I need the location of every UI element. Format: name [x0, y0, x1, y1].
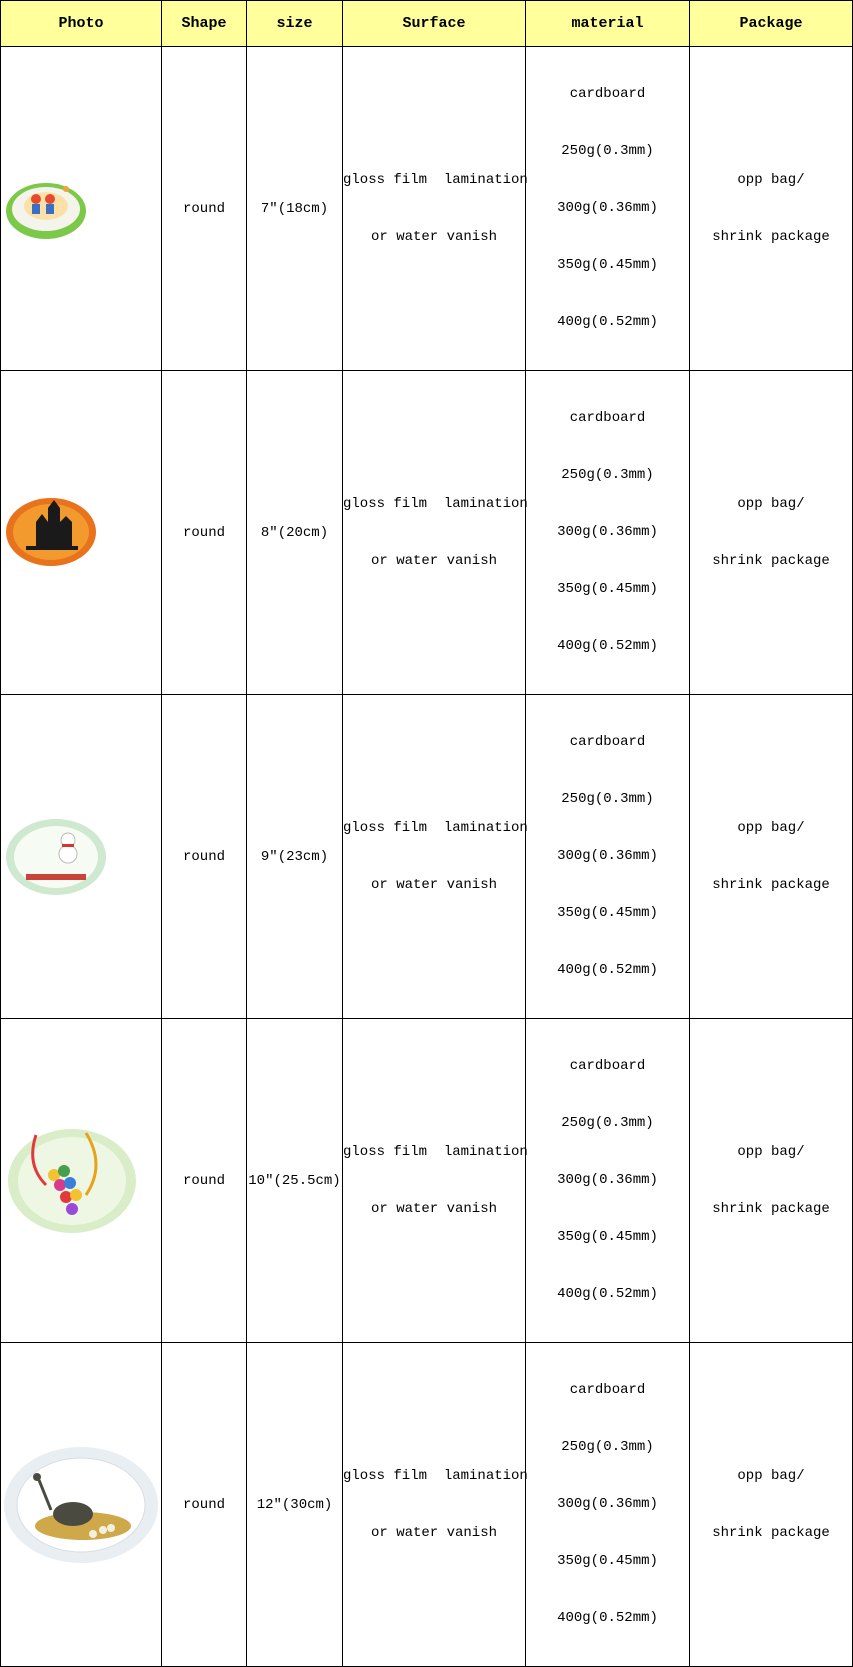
photo-cell	[1, 47, 162, 371]
material-line: 250g(0.3mm)	[561, 467, 654, 483]
material-line: 400g(0.52mm)	[557, 1610, 658, 1626]
package-line: opp bag/	[737, 1467, 805, 1484]
material-line: cardboard	[569, 86, 646, 102]
material-line: 350g(0.45mm)	[557, 905, 658, 921]
table-row	[1, 371, 853, 695]
header-photo: Photo	[1, 1, 162, 47]
package-line: shrink package	[712, 1524, 830, 1541]
material-line: 350g(0.45mm)	[557, 1553, 658, 1569]
photo-cell	[1, 371, 162, 695]
table-row	[1, 1019, 853, 1343]
material-line: 350g(0.45mm)	[557, 257, 658, 273]
table-row	[1, 47, 853, 371]
shape-cell: round	[162, 1343, 247, 1667]
material-line: cardboard	[569, 1058, 646, 1074]
package-line: shrink package	[712, 552, 830, 569]
package-cell	[690, 1343, 853, 1667]
surface-cell	[343, 1343, 526, 1667]
surface-cell	[343, 695, 526, 1019]
plate-snowman-photo	[6, 812, 156, 902]
material-line: 250g(0.3mm)	[561, 1439, 654, 1455]
surface-line: gloss film lamination	[343, 819, 528, 836]
plate-kids-photo	[6, 159, 156, 259]
shape-cell: round	[162, 695, 247, 1019]
plate-halloween-photo	[6, 486, 156, 580]
package-line: opp bag/	[737, 819, 805, 836]
material-line: 400g(0.52mm)	[557, 314, 658, 330]
surface-line: gloss film lamination	[343, 171, 528, 188]
material-cell	[526, 47, 690, 371]
surface-line: or water vanish	[370, 552, 498, 569]
surface-cell	[343, 371, 526, 695]
surface-line: gloss film lamination	[343, 1467, 528, 1484]
material-line: cardboard	[569, 734, 646, 750]
material-cell	[526, 371, 690, 695]
material-line: 350g(0.45mm)	[557, 581, 658, 597]
package-line: shrink package	[712, 876, 830, 893]
photo-cell	[1, 1019, 162, 1343]
material-line: cardboard	[569, 410, 646, 426]
table-row	[1, 1343, 853, 1667]
photo-cell	[1, 695, 162, 1019]
size-cell: 7″(18cm)	[247, 47, 343, 371]
surface-line: gloss film lamination	[343, 495, 528, 512]
material-line: 300g(0.36mm)	[557, 524, 658, 540]
material-line: 300g(0.36mm)	[557, 200, 658, 216]
package-line: opp bag/	[737, 171, 805, 188]
shape-cell: round	[162, 1019, 247, 1343]
header-shape: Shape	[162, 1, 247, 47]
material-cell	[526, 1019, 690, 1343]
size-cell: 12″(30cm)	[247, 1343, 343, 1667]
header-surface: Surface	[343, 1, 526, 47]
header-material: material	[526, 1, 690, 47]
photo-cell	[1, 1343, 162, 1667]
package-line: opp bag/	[737, 1143, 805, 1160]
material-cell	[526, 695, 690, 1019]
package-cell	[690, 47, 853, 371]
shape-cell: round	[162, 47, 247, 371]
shape-cell: round	[162, 371, 247, 695]
size-cell: 8″(20cm)	[247, 371, 343, 695]
material-line: cardboard	[569, 1382, 646, 1398]
material-line: 350g(0.45mm)	[557, 1229, 658, 1245]
surface-cell	[343, 47, 526, 371]
package-line: shrink package	[712, 1200, 830, 1217]
surface-cell	[343, 1019, 526, 1343]
package-line: opp bag/	[737, 495, 805, 512]
surface-line: or water vanish	[370, 876, 498, 893]
surface-line: or water vanish	[370, 228, 498, 245]
material-line: 250g(0.3mm)	[561, 791, 654, 807]
material-line: 300g(0.36mm)	[557, 1496, 658, 1512]
material-line: 250g(0.3mm)	[561, 1115, 654, 1131]
material-line: 300g(0.36mm)	[557, 1172, 658, 1188]
package-line: shrink package	[712, 228, 830, 245]
material-line: 250g(0.3mm)	[561, 143, 654, 159]
surface-line: or water vanish	[370, 1200, 498, 1217]
plate-ostrich-photo	[3, 1444, 159, 1566]
header-row	[1, 1, 853, 47]
material-line: 300g(0.36mm)	[557, 848, 658, 864]
header-package: Package	[690, 1, 853, 47]
package-cell	[690, 1019, 853, 1343]
material-cell	[526, 1343, 690, 1667]
header-size: size	[247, 1, 343, 47]
table-row	[1, 695, 853, 1019]
size-cell: 10″(25.5cm)	[247, 1019, 343, 1343]
material-line: 400g(0.52mm)	[557, 638, 658, 654]
plate-balloons-photo	[6, 1125, 156, 1237]
material-line: 400g(0.52mm)	[557, 962, 658, 978]
package-cell	[690, 695, 853, 1019]
surface-line: gloss film lamination	[343, 1143, 528, 1160]
package-cell	[690, 371, 853, 695]
material-line: 400g(0.52mm)	[557, 1286, 658, 1302]
surface-line: or water vanish	[370, 1524, 498, 1541]
size-cell: 9″(23cm)	[247, 695, 343, 1019]
